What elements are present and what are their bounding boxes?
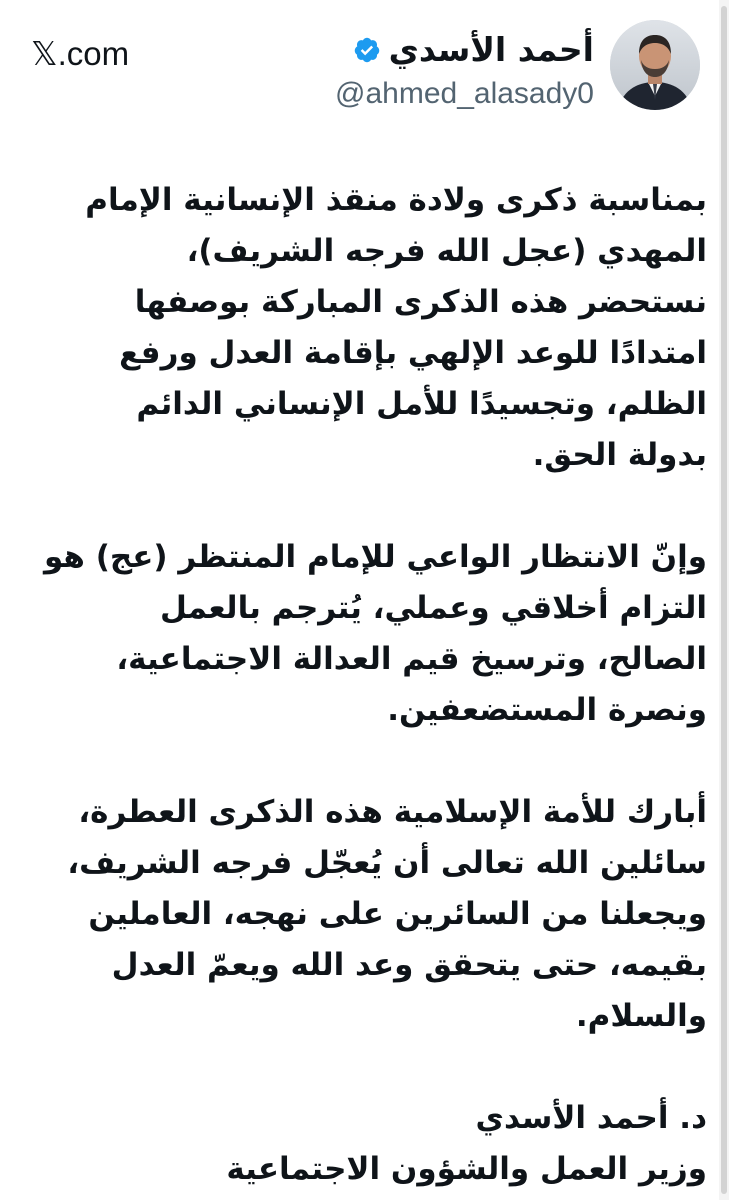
post-line: والسلام. <box>575 998 707 1034</box>
post-header <box>0 14 729 134</box>
post-line: ونصرة المستضعفين. <box>387 692 707 728</box>
post-line: بقيمه، حتى يتحقق وعد الله ويعمّ العدل <box>111 947 707 983</box>
post-line: امتدادًا للوعد الإلهي بإقامة العدل ورفع <box>119 335 707 371</box>
paragraph-2 <box>17 532 707 736</box>
post-line: وإنّ الانتظار الواعي للإمام المنتظر (عج) هو <box>43 539 707 575</box>
post-line: سائلين الله تعالى أن يُعجّل فرجه الشريف، <box>67 845 707 881</box>
avatar[interactable] <box>610 20 700 110</box>
post-line: الظلم، وتجسيدًا للأمل الإنساني الدائم <box>136 386 707 422</box>
post-line: الصالح، وترسيخ قيم العدالة الاجتماعية، <box>116 641 707 677</box>
post-line: التزام أخلاقي وعملي، يُترجم بالعمل <box>159 590 707 626</box>
post-line: بمناسبة ذكرى ولادة منقذ الإنسانية الإمام <box>85 182 707 218</box>
post-line: أبارك للأمة الإسلامية هذه الذكرى العطرة، <box>78 794 707 830</box>
scrollbar-thumb[interactable] <box>721 6 727 1194</box>
display-name[interactable]: أحمد الأسدي <box>388 30 594 69</box>
post-line: بدولة الحق. <box>532 437 707 473</box>
post-body <box>17 175 707 1195</box>
display-name-row[interactable] <box>353 30 594 70</box>
signature-block <box>17 1093 707 1195</box>
post-line: نستحضر هذه الذكرى المباركة بوصفها <box>134 284 707 320</box>
scrollbar-track[interactable] <box>719 0 729 1200</box>
signature-name: د. أحمد الأسدي <box>475 1100 707 1136</box>
verified-badge-icon <box>353 36 381 64</box>
brand-logo[interactable] <box>30 36 129 72</box>
avatar-photo-icon <box>610 20 700 110</box>
brand-domain: 𝕏.com <box>31 35 130 72</box>
post-line: ويجعلنا من السائرين على نهجه، العاملين <box>88 896 707 932</box>
post-line: المهدي (عجل الله فرجه الشريف)، <box>186 233 707 269</box>
signature-title: وزير العمل والشؤون الاجتماعية <box>226 1151 707 1187</box>
paragraph-1 <box>17 175 707 481</box>
paragraph-3 <box>17 787 707 1042</box>
user-handle[interactable]: @ahmed_alasady0 <box>335 77 594 110</box>
